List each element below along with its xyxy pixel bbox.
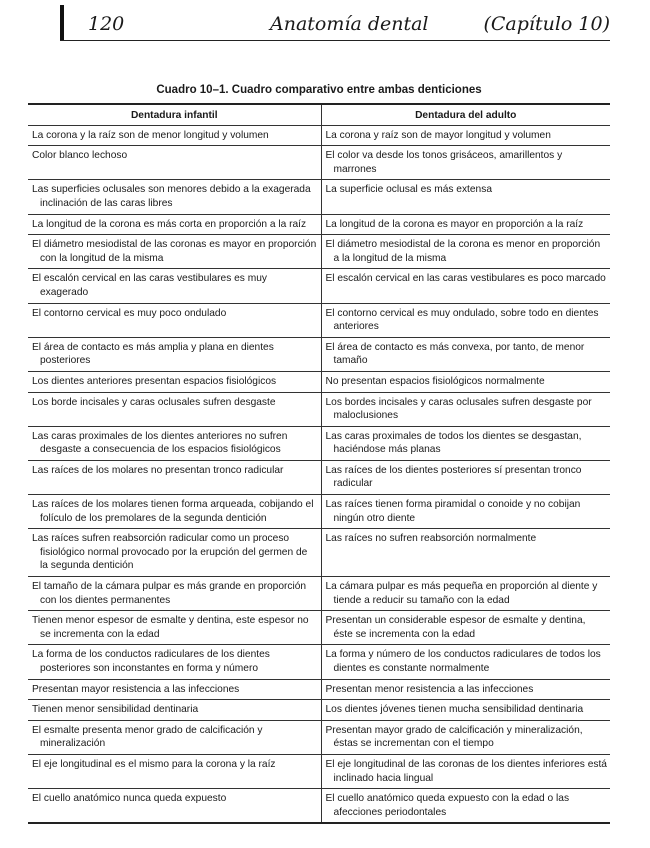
cell-infantil — [28, 180, 321, 214]
page-number: 120 — [88, 13, 125, 35]
cell-infantil — [28, 146, 321, 180]
cell-text: El área de contacto es más convexa, por tanto, de menor tamaño — [325, 341, 585, 367]
table-row — [28, 371, 610, 392]
cell-text: El esmalte presenta menor grado de calcificación y mineralización — [32, 724, 263, 750]
cell-text: Los dientes jóvenes tienen mucha sensibilidad dentinaria — [325, 704, 584, 716]
table-row — [28, 269, 610, 303]
cell-adulto — [321, 679, 610, 700]
cell-text: Las caras proximales de todos los dientes se desgastan, haciéndose más planas — [325, 430, 582, 456]
table-row — [28, 180, 610, 214]
cell-infantil — [28, 529, 321, 577]
cell-text: La cámara pulpar es más pequeña en proporción al diente y tiende a reducir su tamaño con la edad — [325, 581, 598, 606]
cell-text: Las raíces de los dientes posteriores sí presentan tronco radicular — [325, 464, 582, 490]
table-row — [28, 529, 610, 577]
cell-infantil — [28, 269, 321, 303]
table-row — [28, 146, 610, 180]
cell-adulto — [321, 214, 610, 235]
cell-adulto — [321, 611, 610, 645]
cell-infantil — [28, 303, 321, 337]
cell-text: La superficie oclusal es más extensa — [325, 184, 492, 196]
cell-infantil — [28, 235, 321, 269]
header-rule — [60, 40, 610, 41]
cell-text: El color va desde los tonos grisáceos, amarillentos y marrones — [325, 150, 563, 175]
cell-infantil — [28, 392, 321, 426]
chapter-label: (Capítulo 10) — [483, 13, 610, 35]
cell-adulto — [321, 645, 610, 679]
cell-infantil — [28, 700, 321, 721]
cell-text: La longitud de la corona es más corta en proporción a la raíz — [32, 218, 307, 230]
cell-text: El cuello anatómico queda expuesto con la edad o las afecciones periodontales — [325, 793, 570, 818]
running-title: Anatomía dental — [270, 13, 429, 35]
cell-text: El diámetro mesiodistal de la corona es menor en proporción a la longitud de la misma — [325, 239, 601, 264]
cell-infantil — [28, 214, 321, 235]
cell-infantil — [28, 577, 321, 611]
table-row — [28, 645, 610, 679]
cell-adulto — [321, 577, 610, 611]
cell-text: Las superficies oclusales son menores debido a la exagerada inclinación de las caras libres — [32, 184, 311, 209]
cell-infantil — [28, 460, 321, 494]
table-row — [28, 337, 610, 371]
table-row — [28, 303, 610, 337]
cell-text: Las raíces sufren reabsorción radicular como un proceso fisiológico normal provocado por la erupción del germen de la segunda dentición — [32, 533, 308, 572]
cell-text: El área de contacto es más amplia y plana en dientes posteriores — [32, 341, 274, 367]
cell-adulto — [321, 125, 610, 146]
cell-infantil — [28, 679, 321, 700]
table-row — [28, 125, 610, 146]
cell-text: Las caras proximales de los dientes anteriores no sufren desgaste a consecuencia de los espacios fisiológicos — [32, 430, 288, 456]
cell-adulto — [321, 460, 610, 494]
header-bar — [60, 5, 64, 41]
cell-infantil — [28, 495, 321, 529]
table-row — [28, 700, 610, 721]
table-body — [28, 125, 610, 823]
cell-adulto — [321, 529, 610, 577]
cell-text: Presentan mayor resistencia a las infecciones — [32, 683, 240, 695]
table-row — [28, 214, 610, 235]
cell-infantil — [28, 645, 321, 679]
cell-infantil — [28, 789, 321, 824]
table-caption: Cuadro 10–1. Cuadro comparativo entre ambas denticiones — [156, 84, 482, 96]
cell-text: Los bordes incisales y caras oclusales sufren desgaste por maloclusiones — [325, 396, 592, 422]
cell-adulto — [321, 700, 610, 721]
cell-adulto — [321, 180, 610, 214]
table-row — [28, 720, 610, 754]
cell-text: El diámetro mesiodistal de las coronas es mayor en proporción con la longitud de la misma — [32, 239, 317, 264]
cell-text: Tienen menor espesor de esmalte y dentina, este espesor no se incrementa con la edad — [32, 615, 309, 640]
cell-adulto — [321, 426, 610, 460]
column-header-infantil: Dentadura infantil — [28, 104, 321, 125]
cell-text: La corona y la raíz son de menor longitud y volumen — [32, 129, 269, 141]
cell-text: La forma y número de los conductos radiculares de todos los dientes es constante normalmente — [325, 649, 601, 674]
cell-text: Presentan un considerable espesor de esmalte y dentina, éste se incrementa con la edad — [325, 615, 586, 640]
table-row — [28, 460, 610, 494]
cell-text: La corona y raíz son de mayor longitud y volumen — [325, 129, 551, 141]
cell-adulto — [321, 337, 610, 371]
cell-infantil — [28, 337, 321, 371]
cell-adulto — [321, 392, 610, 426]
cell-adulto — [321, 303, 610, 337]
table-row — [28, 754, 610, 788]
cell-text: Las raíces tienen forma piramidal o conoide y no cobijan ningún otro diente — [325, 499, 581, 524]
cell-adulto — [321, 146, 610, 180]
cell-infantil — [28, 754, 321, 788]
cell-adulto — [321, 754, 610, 788]
table-row — [28, 392, 610, 426]
table-row — [28, 611, 610, 645]
cell-text: El cuello anatómico nunca queda expuesto — [32, 793, 227, 805]
cell-text: El contorno cervical es muy poco ondulado — [32, 307, 227, 319]
cell-text: La longitud de la corona es mayor en proporción a la raíz — [325, 218, 584, 230]
cell-text: Las raíces de los molares tienen forma arqueada, cobijando el folículo de los premolares de la segunda dentición — [32, 499, 314, 524]
cell-text: El escalón cervical en las caras vestibulares es poco marcado — [325, 273, 606, 285]
table-row — [28, 426, 610, 460]
comparison-table — [28, 103, 610, 824]
cell-text: La forma de los conductos radiculares de los dientes posteriores son inconstantes en forma y número — [32, 649, 270, 674]
cell-text: El eje longitudinal es el mismo para la corona y la raíz — [32, 758, 276, 770]
table-row — [28, 789, 610, 824]
cell-text: Las raíces no sufren reabsorción normalmente — [325, 533, 537, 545]
table-row — [28, 495, 610, 529]
cell-adulto — [321, 789, 610, 824]
cell-text: Presentan menor resistencia a las infecciones — [325, 683, 534, 695]
cell-infantil — [28, 125, 321, 146]
cell-text: Presentan mayor grado de calcificación y mineralización, éstas se incrementan con el tiempo — [325, 724, 583, 750]
cell-text: No presentan espacios fisiológicos normalmente — [325, 375, 545, 387]
table-row — [28, 679, 610, 700]
cell-text: El eje longitudinal de las coronas de los dientes inferiores está inclinado hacia lingual — [325, 758, 607, 784]
cell-adulto — [321, 269, 610, 303]
cell-text: El contorno cervical es muy ondulado, sobre todo en dientes anteriores — [325, 307, 599, 333]
table-row — [28, 577, 610, 611]
cell-adulto — [321, 235, 610, 269]
cell-text: Los dientes anteriores presentan espacios fisiológicos — [32, 375, 277, 387]
cell-text: Los borde incisales y caras oclusales sufren desgaste — [32, 396, 276, 408]
page-header — [0, 0, 650, 44]
cell-adulto — [321, 371, 610, 392]
cell-infantil — [28, 611, 321, 645]
cell-infantil — [28, 720, 321, 754]
cell-text: Color blanco lechoso — [32, 150, 128, 162]
cell-text: El tamaño de la cámara pulpar es más grande en proporción con los dientes permanentes — [32, 581, 307, 606]
table-row — [28, 235, 610, 269]
cell-adulto — [321, 495, 610, 529]
cell-text: El escalón cervical en las caras vestibulares es muy exagerado — [32, 273, 267, 298]
cell-text: Tienen menor sensibilidad dentinaria — [32, 704, 199, 716]
cell-infantil — [28, 426, 321, 460]
cell-adulto — [321, 720, 610, 754]
table-header-row — [28, 104, 610, 125]
cell-text: Las raíces de los molares no presentan tronco radicular — [32, 464, 284, 476]
column-header-adulto: Dentadura del adulto — [321, 104, 610, 125]
cell-infantil — [28, 371, 321, 392]
